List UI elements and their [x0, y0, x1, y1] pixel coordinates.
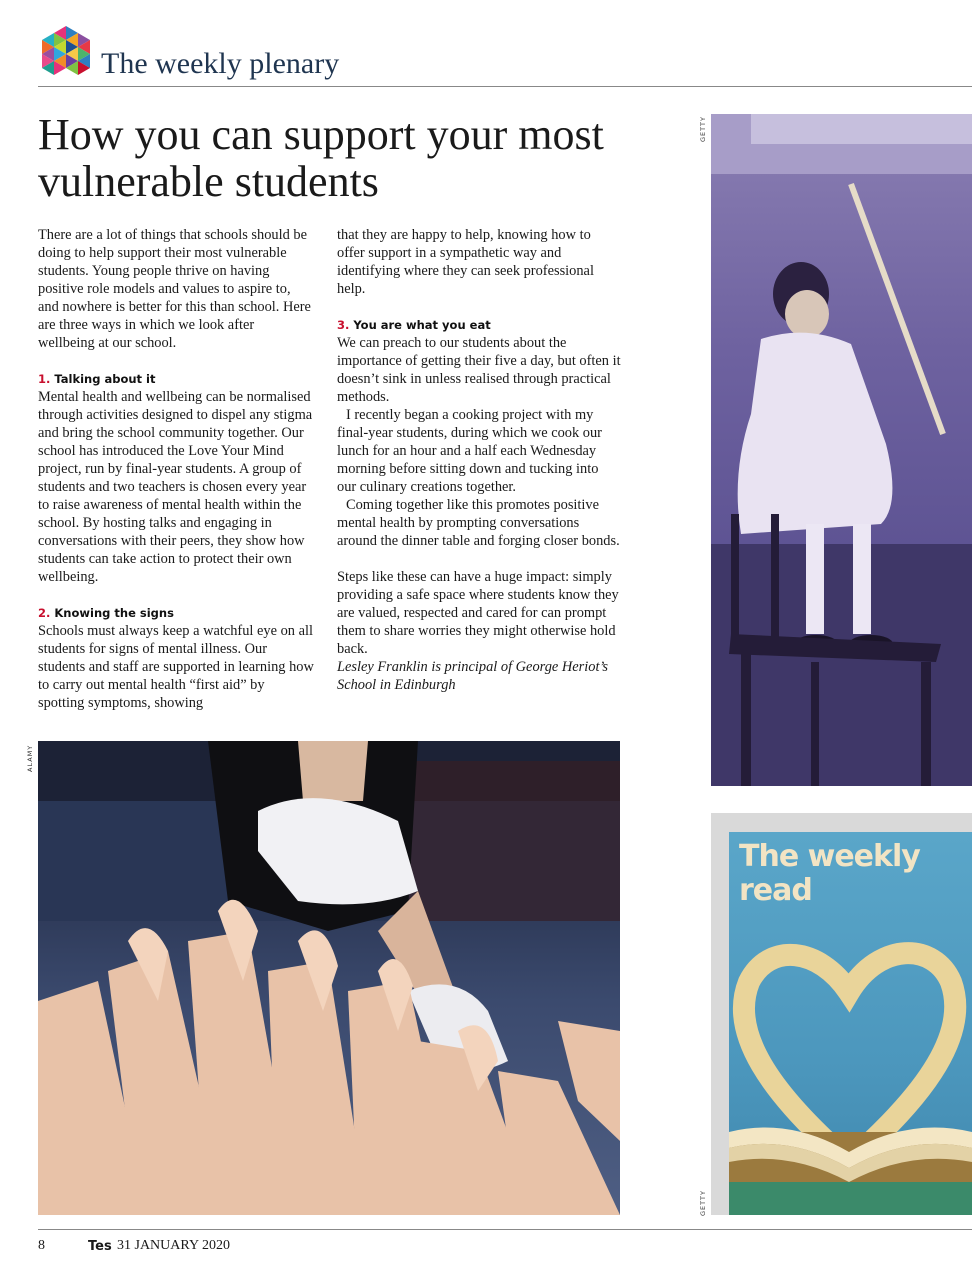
- page-number: 8: [38, 1238, 45, 1253]
- section-3-heading: [337, 316, 621, 334]
- header-divider: [38, 86, 972, 87]
- section-1-title: Talking about it: [54, 372, 156, 386]
- publication-brand: Tes: [88, 1239, 112, 1254]
- section-title: The weekly plenary: [101, 47, 340, 80]
- child-on-chair-photo: [711, 114, 972, 786]
- book-cover-title: The weekly read: [739, 839, 920, 908]
- section-3-number: 3.: [337, 318, 350, 332]
- hands-reaching-photo: [38, 741, 620, 1215]
- article-intro: There are a lot of things that schools should be doing to help support their most vulnerable students. Young people thrive on having positive role models and values to aspire to, and nowhere is better for this than school. Here are three ways in which we look after wellbeing at our school.: [38, 227, 311, 351]
- child-photo-credit: GETTY: [699, 116, 707, 142]
- section-2-number: 2.: [38, 606, 51, 620]
- article-conclusion: Steps like these can have a huge impact: simply providing a safe space where students know they are valued, respected and cared for can prompt them to share worries they might otherwise hold back.: [337, 569, 619, 657]
- book-cover-credit: GETTY: [699, 1190, 707, 1216]
- article-column-2: [337, 226, 621, 694]
- section-2-paragraph-continued: that they are happy to help, knowing how to offer support in a sympathetic way and identifying where they can seek professional help.: [337, 227, 594, 297]
- section-1-number: 1.: [38, 372, 51, 386]
- article-headline: How you can support your most vulnerable students: [38, 110, 604, 206]
- section-3-paragraph-3: Coming together like this promotes positive mental health by prompting conversations around the dinner table and forging closer bonds.: [337, 497, 620, 549]
- section-1-paragraph: Mental health and wellbeing can be normalised through activities designed to dispel any stigma and bring the school community together. Our school has introduced the Love Your Mind project, run by final-year students. A group of students and two teachers is chosen every year to raise awareness of mental health within the school. By hosting talks and engaging in conversations with their peers, they show how students can take action to protect their own wellbeing.: [38, 389, 313, 585]
- issue-date: 31 JANUARY 2020: [117, 1238, 231, 1253]
- cheer-photo-credit: ALAMY: [26, 744, 34, 772]
- author-byline: Lesley Franklin is principal of George Heriot’s School in Edinburgh: [337, 659, 608, 693]
- footer-divider: [38, 1229, 972, 1230]
- article-column-1: [38, 226, 314, 712]
- section-3-paragraph-2: I recently began a cooking project with my final-year students, during which we cook our lunch for an hour and a half each Wednesday morning before sitting down and tucking into our culinary creations together.: [337, 407, 602, 495]
- section-3-title: You are what you eat: [353, 318, 491, 332]
- section-1-heading: [38, 370, 314, 388]
- section-3-paragraph-1: We can preach to our students about the importance of getting their five a day, but often it doesn’t sink in unless realised through practical methods.: [337, 335, 621, 405]
- book-cover-artwork: [729, 832, 972, 1215]
- section-logo-icon: [38, 24, 94, 80]
- weekly-read-book-cover: [711, 813, 972, 1215]
- section-2-paragraph: Schools must always keep a watchful eye on all students for signs of mental illness. Our students and staff are supported in learning how to carry out mental health “first aid” by spotting symptoms, showing: [38, 623, 314, 711]
- section-2-heading: [38, 604, 314, 622]
- section-2-title: Knowing the signs: [54, 606, 174, 620]
